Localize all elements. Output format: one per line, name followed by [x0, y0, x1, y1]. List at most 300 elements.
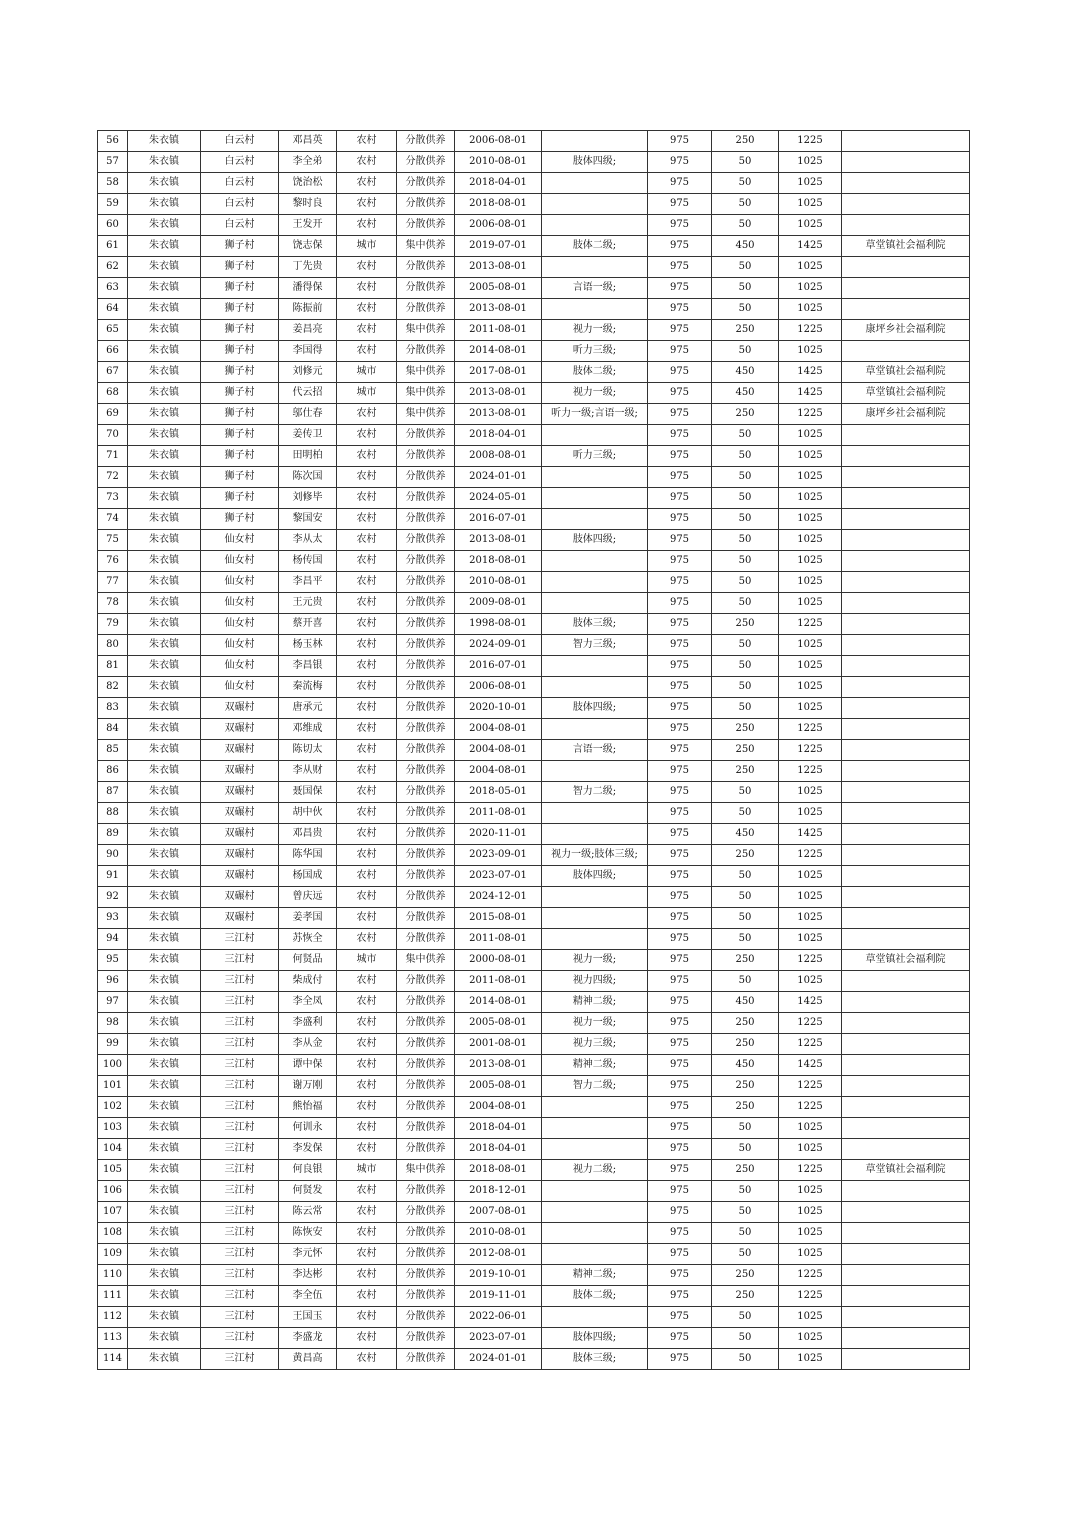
- start-date-cell: 2012-08-01: [455, 1244, 542, 1265]
- start-date-cell: 2024-05-01: [455, 488, 542, 509]
- disability-cell: 肢体二级;: [542, 1286, 648, 1307]
- type-cell: 农村: [337, 509, 397, 530]
- seq-cell: 93: [98, 908, 128, 929]
- seq-cell: 66: [98, 341, 128, 362]
- subsidy-cell: 450: [712, 1055, 779, 1076]
- support-mode-cell: 分散供养: [397, 341, 455, 362]
- subsidy-cell: 50: [712, 467, 779, 488]
- total-cell: 1225: [779, 950, 842, 971]
- subsidy-cell: 50: [712, 593, 779, 614]
- seq-cell: 102: [98, 1097, 128, 1118]
- town-cell: 朱衣镇: [128, 257, 201, 278]
- subsidy-cell: 50: [712, 1349, 779, 1370]
- type-cell: 农村: [337, 1118, 397, 1139]
- village-cell: 仙女村: [201, 635, 279, 656]
- start-date-cell: 2013-08-01: [455, 404, 542, 425]
- type-cell: 农村: [337, 1328, 397, 1349]
- subsidy-cell: 250: [712, 845, 779, 866]
- subsidy-cell: 250: [712, 950, 779, 971]
- seq-cell: 82: [98, 677, 128, 698]
- start-date-cell: 2011-08-01: [455, 971, 542, 992]
- village-cell: 仙女村: [201, 551, 279, 572]
- town-cell: 朱衣镇: [128, 173, 201, 194]
- town-cell: 朱衣镇: [128, 803, 201, 824]
- disability-cell: 言语一级;: [542, 278, 648, 299]
- town-cell: 朱衣镇: [128, 824, 201, 845]
- table-row: [98, 551, 970, 572]
- support-mode-cell: 分散供养: [397, 551, 455, 572]
- table-row: [98, 866, 970, 887]
- type-cell: 农村: [337, 1223, 397, 1244]
- total-cell: 1025: [779, 677, 842, 698]
- table-row: [98, 971, 970, 992]
- name-cell: 陈云常: [279, 1202, 337, 1223]
- name-cell: 陈振前: [279, 299, 337, 320]
- start-date-cell: 2017-08-01: [455, 362, 542, 383]
- subsidy-cell: 50: [712, 530, 779, 551]
- town-cell: 朱衣镇: [128, 971, 201, 992]
- start-date-cell: 2023-07-01: [455, 1328, 542, 1349]
- town-cell: 朱衣镇: [128, 1349, 201, 1370]
- base-amount-cell: 975: [648, 509, 712, 530]
- total-cell: 1425: [779, 1055, 842, 1076]
- start-date-cell: 2014-08-01: [455, 341, 542, 362]
- institution-cell: 草堂镇社会福利院: [842, 1160, 970, 1181]
- disability-cell: 视力一级;: [542, 1013, 648, 1034]
- base-amount-cell: 975: [648, 404, 712, 425]
- seq-cell: 87: [98, 782, 128, 803]
- village-cell: 仙女村: [201, 677, 279, 698]
- subsidy-cell: 50: [712, 929, 779, 950]
- start-date-cell: 2013-08-01: [455, 383, 542, 404]
- table-row: [98, 740, 970, 761]
- type-cell: 农村: [337, 593, 397, 614]
- support-mode-cell: 分散供养: [397, 173, 455, 194]
- support-mode-cell: 分散供养: [397, 215, 455, 236]
- start-date-cell: 2004-08-01: [455, 740, 542, 761]
- disability-cell: [542, 887, 648, 908]
- disability-cell: 视力一级;: [542, 383, 648, 404]
- subsidy-cell: 50: [712, 215, 779, 236]
- institution-cell: [842, 866, 970, 887]
- support-mode-cell: 分散供养: [397, 194, 455, 215]
- village-cell: 三江村: [201, 1223, 279, 1244]
- subsidy-cell: 50: [712, 341, 779, 362]
- seq-cell: 64: [98, 299, 128, 320]
- subsidy-cell: 250: [712, 1097, 779, 1118]
- base-amount-cell: 975: [648, 131, 712, 152]
- disability-cell: [542, 1181, 648, 1202]
- type-cell: 农村: [337, 635, 397, 656]
- start-date-cell: 2004-08-01: [455, 1097, 542, 1118]
- disability-cell: [542, 1097, 648, 1118]
- base-amount-cell: 975: [648, 1118, 712, 1139]
- table-row: [98, 1076, 970, 1097]
- seq-cell: 109: [98, 1244, 128, 1265]
- institution-cell: [842, 1307, 970, 1328]
- table-row: [98, 215, 970, 236]
- institution-cell: [842, 908, 970, 929]
- type-cell: 农村: [337, 929, 397, 950]
- disability-cell: [542, 173, 648, 194]
- total-cell: 1025: [779, 803, 842, 824]
- type-cell: 农村: [337, 824, 397, 845]
- name-cell: 姜传卫: [279, 425, 337, 446]
- table-row: [98, 467, 970, 488]
- village-cell: 狮子村: [201, 362, 279, 383]
- name-cell: 代云招: [279, 383, 337, 404]
- support-mode-cell: 分散供养: [397, 1265, 455, 1286]
- town-cell: 朱衣镇: [128, 950, 201, 971]
- total-cell: 1025: [779, 278, 842, 299]
- type-cell: 农村: [337, 866, 397, 887]
- table-row: [98, 1139, 970, 1160]
- name-cell: 李元怀: [279, 1244, 337, 1265]
- name-cell: 王发开: [279, 215, 337, 236]
- institution-cell: [842, 488, 970, 509]
- name-cell: 丁先贵: [279, 257, 337, 278]
- type-cell: 农村: [337, 1139, 397, 1160]
- type-cell: 农村: [337, 299, 397, 320]
- seq-cell: 94: [98, 929, 128, 950]
- base-amount-cell: 975: [648, 1076, 712, 1097]
- subsidy-cell: 250: [712, 719, 779, 740]
- disability-cell: 视力四级;: [542, 971, 648, 992]
- support-mode-cell: 分散供养: [397, 635, 455, 656]
- disability-cell: 听力三级;: [542, 341, 648, 362]
- start-date-cell: 2007-08-01: [455, 1202, 542, 1223]
- base-amount-cell: 975: [648, 950, 712, 971]
- table-row: [98, 698, 970, 719]
- table-row: [98, 1181, 970, 1202]
- institution-cell: [842, 635, 970, 656]
- village-cell: 三江村: [201, 1034, 279, 1055]
- roster-body: [98, 131, 970, 1370]
- village-cell: 三江村: [201, 1118, 279, 1139]
- type-cell: 农村: [337, 194, 397, 215]
- start-date-cell: 2018-12-01: [455, 1181, 542, 1202]
- table-row: [98, 908, 970, 929]
- table-row: [98, 152, 970, 173]
- town-cell: 朱衣镇: [128, 1286, 201, 1307]
- institution-cell: [842, 719, 970, 740]
- institution-cell: [842, 761, 970, 782]
- total-cell: 1025: [779, 446, 842, 467]
- institution-cell: [842, 698, 970, 719]
- total-cell: 1025: [779, 299, 842, 320]
- subsidy-cell: 50: [712, 1181, 779, 1202]
- table-row: [98, 845, 970, 866]
- base-amount-cell: 975: [648, 320, 712, 341]
- village-cell: 双碾村: [201, 782, 279, 803]
- base-amount-cell: 975: [648, 1349, 712, 1370]
- type-cell: 农村: [337, 1307, 397, 1328]
- support-mode-cell: 分散供养: [397, 761, 455, 782]
- type-cell: 农村: [337, 719, 397, 740]
- seq-cell: 70: [98, 425, 128, 446]
- disability-cell: [542, 656, 648, 677]
- name-cell: 陈华国: [279, 845, 337, 866]
- town-cell: 朱衣镇: [128, 131, 201, 152]
- disability-cell: [542, 908, 648, 929]
- base-amount-cell: 975: [648, 1097, 712, 1118]
- type-cell: 农村: [337, 971, 397, 992]
- base-amount-cell: 975: [648, 1286, 712, 1307]
- disability-cell: [542, 299, 648, 320]
- type-cell: 农村: [337, 656, 397, 677]
- village-cell: 三江村: [201, 1202, 279, 1223]
- village-cell: 白云村: [201, 194, 279, 215]
- disability-cell: 精神二级;: [542, 1055, 648, 1076]
- type-cell: 农村: [337, 1244, 397, 1265]
- town-cell: 朱衣镇: [128, 761, 201, 782]
- subsidy-cell: 250: [712, 1286, 779, 1307]
- subsidy-cell: 50: [712, 887, 779, 908]
- subsidy-cell: 50: [712, 194, 779, 215]
- base-amount-cell: 975: [648, 1328, 712, 1349]
- start-date-cell: 2010-08-01: [455, 1223, 542, 1244]
- type-cell: 农村: [337, 1349, 397, 1370]
- support-mode-cell: 集中供养: [397, 362, 455, 383]
- total-cell: 1225: [779, 320, 842, 341]
- subsidy-cell: 50: [712, 1244, 779, 1265]
- name-cell: 李全弟: [279, 152, 337, 173]
- support-mode-cell: 分散供养: [397, 593, 455, 614]
- type-cell: 城市: [337, 1160, 397, 1181]
- disability-cell: 智力三级;: [542, 635, 648, 656]
- base-amount-cell: 975: [648, 446, 712, 467]
- disability-cell: [542, 131, 648, 152]
- village-cell: 三江村: [201, 1349, 279, 1370]
- total-cell: 1025: [779, 215, 842, 236]
- total-cell: 1025: [779, 425, 842, 446]
- institution-cell: [842, 1118, 970, 1139]
- support-mode-cell: 分散供养: [397, 845, 455, 866]
- name-cell: 饶志保: [279, 236, 337, 257]
- institution-cell: [842, 1055, 970, 1076]
- seq-cell: 75: [98, 530, 128, 551]
- seq-cell: 76: [98, 551, 128, 572]
- total-cell: 1025: [779, 1244, 842, 1265]
- total-cell: 1225: [779, 845, 842, 866]
- seq-cell: 104: [98, 1139, 128, 1160]
- institution-cell: [842, 929, 970, 950]
- name-cell: 邓昌英: [279, 131, 337, 152]
- table-row: [98, 572, 970, 593]
- type-cell: 农村: [337, 698, 397, 719]
- seq-cell: 78: [98, 593, 128, 614]
- start-date-cell: 2018-08-01: [455, 194, 542, 215]
- village-cell: 狮子村: [201, 488, 279, 509]
- name-cell: 李发保: [279, 1139, 337, 1160]
- base-amount-cell: 975: [648, 1244, 712, 1265]
- seq-cell: 77: [98, 572, 128, 593]
- table-row: [98, 887, 970, 908]
- table-row: [98, 1013, 970, 1034]
- base-amount-cell: 975: [648, 467, 712, 488]
- institution-cell: [842, 467, 970, 488]
- name-cell: 饶治松: [279, 173, 337, 194]
- disability-cell: 精神二级;: [542, 992, 648, 1013]
- start-date-cell: 2018-04-01: [455, 1118, 542, 1139]
- base-amount-cell: 975: [648, 488, 712, 509]
- total-cell: 1025: [779, 530, 842, 551]
- base-amount-cell: 975: [648, 572, 712, 593]
- total-cell: 1225: [779, 1034, 842, 1055]
- disability-cell: 肢体四级;: [542, 698, 648, 719]
- table-row: [98, 362, 970, 383]
- table-row: [98, 929, 970, 950]
- total-cell: 1025: [779, 635, 842, 656]
- type-cell: 农村: [337, 1202, 397, 1223]
- institution-cell: [842, 740, 970, 761]
- table-row: [98, 1265, 970, 1286]
- subsidy-cell: 50: [712, 782, 779, 803]
- name-cell: 黄昌高: [279, 1349, 337, 1370]
- table-row: [98, 1223, 970, 1244]
- village-cell: 狮子村: [201, 404, 279, 425]
- start-date-cell: 2024-01-01: [455, 1349, 542, 1370]
- start-date-cell: 2024-01-01: [455, 467, 542, 488]
- subsidy-cell: 250: [712, 404, 779, 425]
- seq-cell: 60: [98, 215, 128, 236]
- seq-cell: 101: [98, 1076, 128, 1097]
- table-row: [98, 1202, 970, 1223]
- disability-cell: [542, 1307, 648, 1328]
- total-cell: 1025: [779, 152, 842, 173]
- type-cell: 农村: [337, 761, 397, 782]
- village-cell: 双碾村: [201, 887, 279, 908]
- type-cell: 农村: [337, 677, 397, 698]
- base-amount-cell: 975: [648, 992, 712, 1013]
- base-amount-cell: 975: [648, 740, 712, 761]
- town-cell: 朱衣镇: [128, 887, 201, 908]
- table-row: [98, 1307, 970, 1328]
- institution-cell: [842, 1328, 970, 1349]
- start-date-cell: 2001-08-01: [455, 1034, 542, 1055]
- start-date-cell: 2018-08-01: [455, 551, 542, 572]
- table-row: [98, 131, 970, 152]
- base-amount-cell: 975: [648, 1013, 712, 1034]
- name-cell: 邬仕春: [279, 404, 337, 425]
- start-date-cell: 2004-08-01: [455, 719, 542, 740]
- table-row: [98, 1055, 970, 1076]
- disability-cell: [542, 593, 648, 614]
- support-mode-cell: 分散供养: [397, 509, 455, 530]
- table-row: [98, 278, 970, 299]
- support-mode-cell: 分散供养: [397, 299, 455, 320]
- disability-cell: [542, 488, 648, 509]
- town-cell: 朱衣镇: [128, 1328, 201, 1349]
- base-amount-cell: 975: [648, 173, 712, 194]
- total-cell: 1025: [779, 971, 842, 992]
- base-amount-cell: 975: [648, 908, 712, 929]
- base-amount-cell: 975: [648, 1265, 712, 1286]
- disability-cell: [542, 1139, 648, 1160]
- total-cell: 1025: [779, 341, 842, 362]
- village-cell: 三江村: [201, 1076, 279, 1097]
- institution-cell: [842, 215, 970, 236]
- town-cell: 朱衣镇: [128, 614, 201, 635]
- start-date-cell: 2005-08-01: [455, 1076, 542, 1097]
- seq-cell: 62: [98, 257, 128, 278]
- disability-cell: [542, 572, 648, 593]
- name-cell: 李国得: [279, 341, 337, 362]
- support-mode-cell: 分散供养: [397, 425, 455, 446]
- base-amount-cell: 975: [648, 971, 712, 992]
- table-row: [98, 1349, 970, 1370]
- town-cell: 朱衣镇: [128, 740, 201, 761]
- subsidy-cell: 50: [712, 257, 779, 278]
- total-cell: 1425: [779, 383, 842, 404]
- table-row: [98, 992, 970, 1013]
- seq-cell: 107: [98, 1202, 128, 1223]
- support-mode-cell: 分散供养: [397, 824, 455, 845]
- town-cell: 朱衣镇: [128, 719, 201, 740]
- support-mode-cell: 集中供养: [397, 950, 455, 971]
- seq-cell: 69: [98, 404, 128, 425]
- institution-cell: [842, 1181, 970, 1202]
- disability-cell: 视力一级;: [542, 320, 648, 341]
- type-cell: 城市: [337, 236, 397, 257]
- base-amount-cell: 975: [648, 824, 712, 845]
- support-mode-cell: 分散供养: [397, 866, 455, 887]
- town-cell: 朱衣镇: [128, 572, 201, 593]
- start-date-cell: 2016-07-01: [455, 656, 542, 677]
- disability-cell: [542, 824, 648, 845]
- disability-cell: 肢体四级;: [542, 866, 648, 887]
- total-cell: 1025: [779, 509, 842, 530]
- town-cell: 朱衣镇: [128, 1139, 201, 1160]
- subsidy-cell: 450: [712, 992, 779, 1013]
- table-row: [98, 404, 970, 425]
- village-cell: 白云村: [201, 131, 279, 152]
- disability-cell: [542, 677, 648, 698]
- seq-cell: 89: [98, 824, 128, 845]
- base-amount-cell: 975: [648, 425, 712, 446]
- name-cell: 陈次国: [279, 467, 337, 488]
- base-amount-cell: 975: [648, 530, 712, 551]
- institution-cell: 草堂镇社会福利院: [842, 236, 970, 257]
- name-cell: 李全伍: [279, 1286, 337, 1307]
- subsidy-cell: 50: [712, 1223, 779, 1244]
- start-date-cell: 2011-08-01: [455, 320, 542, 341]
- town-cell: 朱衣镇: [128, 320, 201, 341]
- village-cell: 狮子村: [201, 383, 279, 404]
- town-cell: 朱衣镇: [128, 236, 201, 257]
- support-mode-cell: 分散供养: [397, 1307, 455, 1328]
- town-cell: 朱衣镇: [128, 1223, 201, 1244]
- roster-table: [97, 130, 970, 1370]
- subsidy-cell: 50: [712, 278, 779, 299]
- total-cell: 1025: [779, 572, 842, 593]
- base-amount-cell: 975: [648, 887, 712, 908]
- name-cell: 谢万刚: [279, 1076, 337, 1097]
- village-cell: 三江村: [201, 1244, 279, 1265]
- start-date-cell: 2009-08-01: [455, 593, 542, 614]
- institution-cell: 康坪乡社会福利院: [842, 404, 970, 425]
- village-cell: 狮子村: [201, 257, 279, 278]
- total-cell: 1025: [779, 551, 842, 572]
- institution-cell: [842, 971, 970, 992]
- town-cell: 朱衣镇: [128, 908, 201, 929]
- institution-cell: [842, 572, 970, 593]
- start-date-cell: 2023-07-01: [455, 866, 542, 887]
- name-cell: 李昌平: [279, 572, 337, 593]
- disability-cell: 听力三级;: [542, 446, 648, 467]
- table-row: [98, 425, 970, 446]
- institution-cell: 草堂镇社会福利院: [842, 362, 970, 383]
